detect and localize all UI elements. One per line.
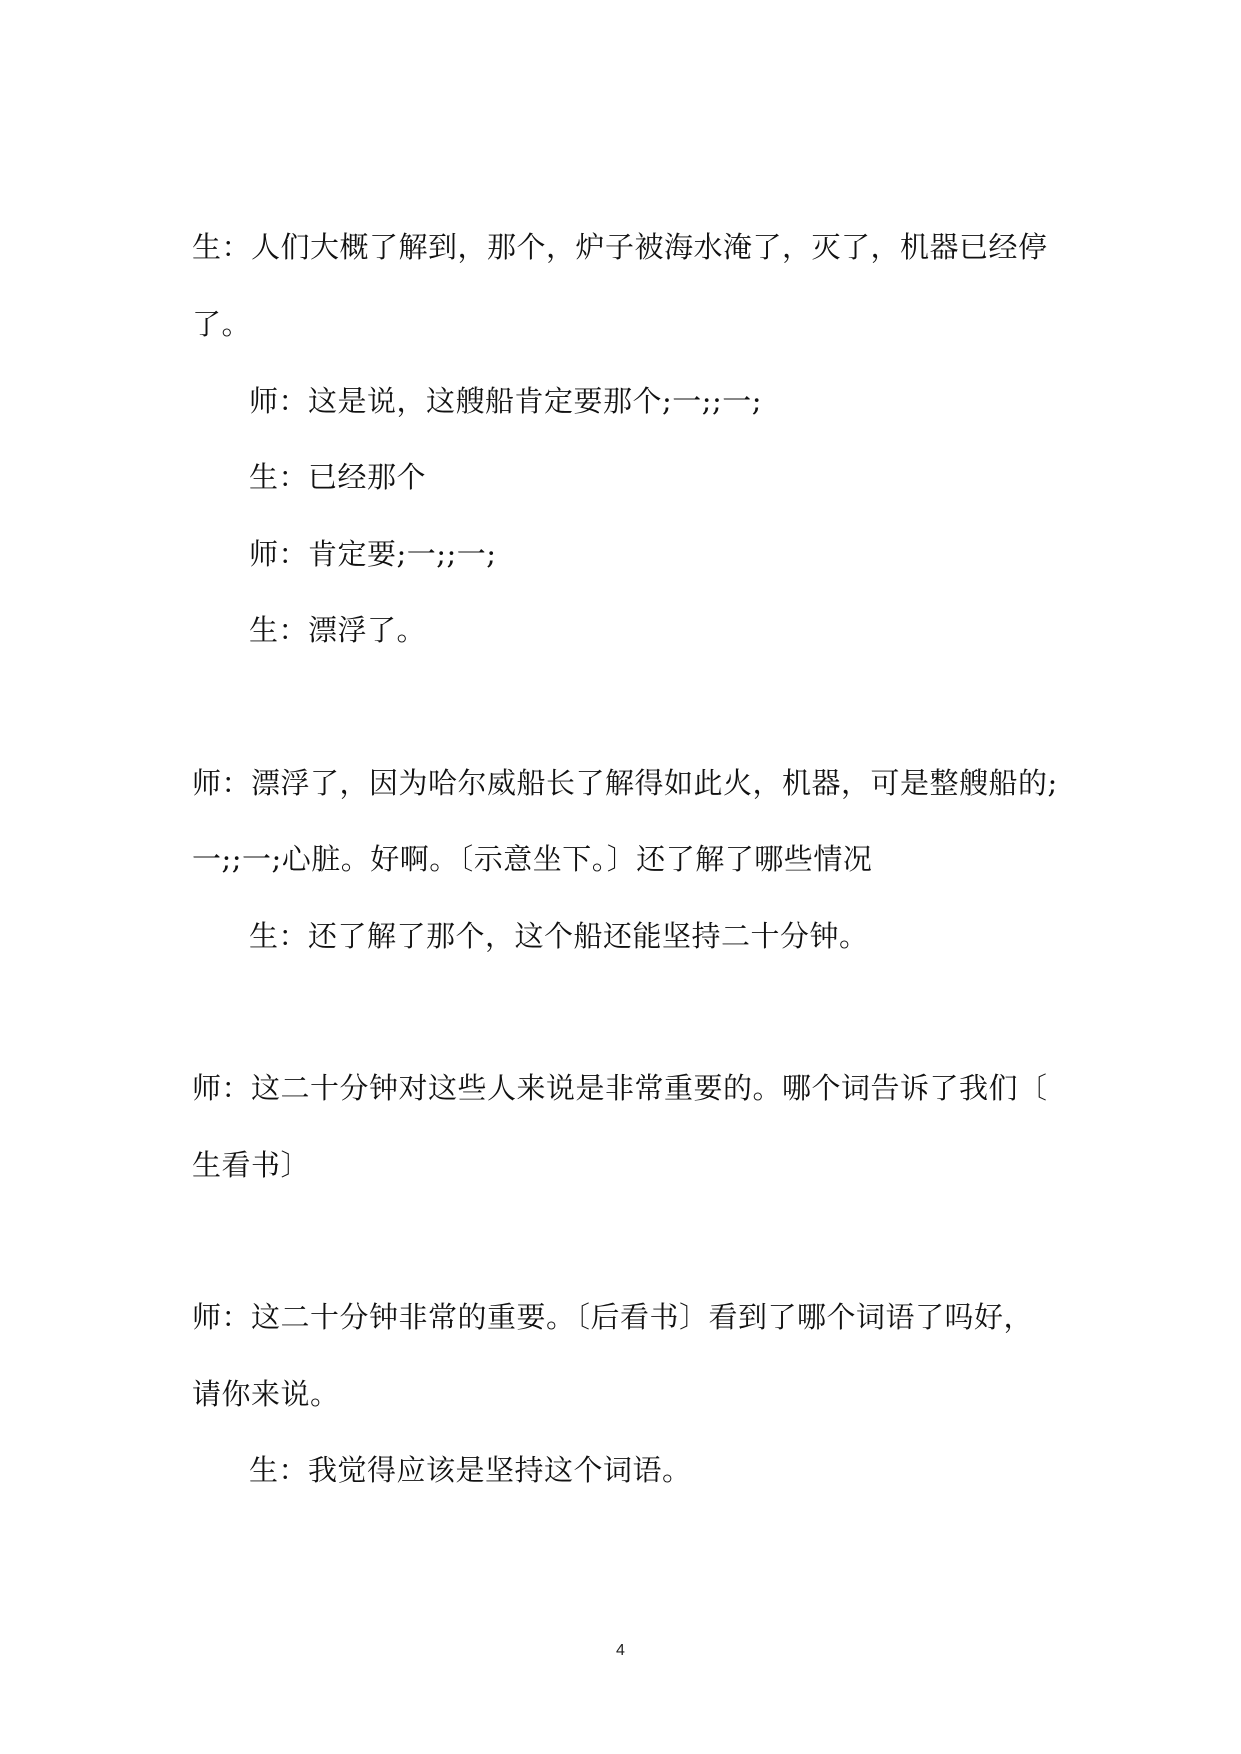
text-line: 生：漂浮了。 (249, 613, 427, 647)
text-line: 师：这是说，这艘船肯定要那个;一;;一; (249, 384, 763, 418)
text-line: 生：已经那个 (249, 460, 427, 494)
text-line: 一;;一;心脏。好啊。〔示意坐下。〕还了解了哪些情况 (192, 842, 873, 876)
text-line: 师：这二十分钟非常的重要。〔后看书〕看到了哪个词语了吗好， (192, 1300, 1034, 1334)
text-line: 生：还了解了那个，这个船还能坚持二十分钟。 (249, 919, 869, 953)
text-line: 生看书〕 (192, 1148, 311, 1182)
text-line: 请你来说。 (192, 1377, 340, 1411)
text-line: 师：这二十分钟对这些人来说是非常重要的。哪个词告诉了我们〔 (192, 1071, 1048, 1105)
text-line: 生：人们大概了解到，那个，炉子被海水淹了，灭了，机器已经停 (192, 230, 1048, 264)
text-line: 师：肯定要;一;;一; (249, 537, 497, 571)
text-line: 生：我觉得应该是坚持这个词语。 (249, 1453, 692, 1487)
text-line: 了。 (192, 307, 252, 341)
page-number: 4 (616, 1642, 625, 1659)
text-line: 师：漂浮了，因为哈尔威船长了解得如此火，机器，可是整艘船的; (192, 766, 1058, 800)
